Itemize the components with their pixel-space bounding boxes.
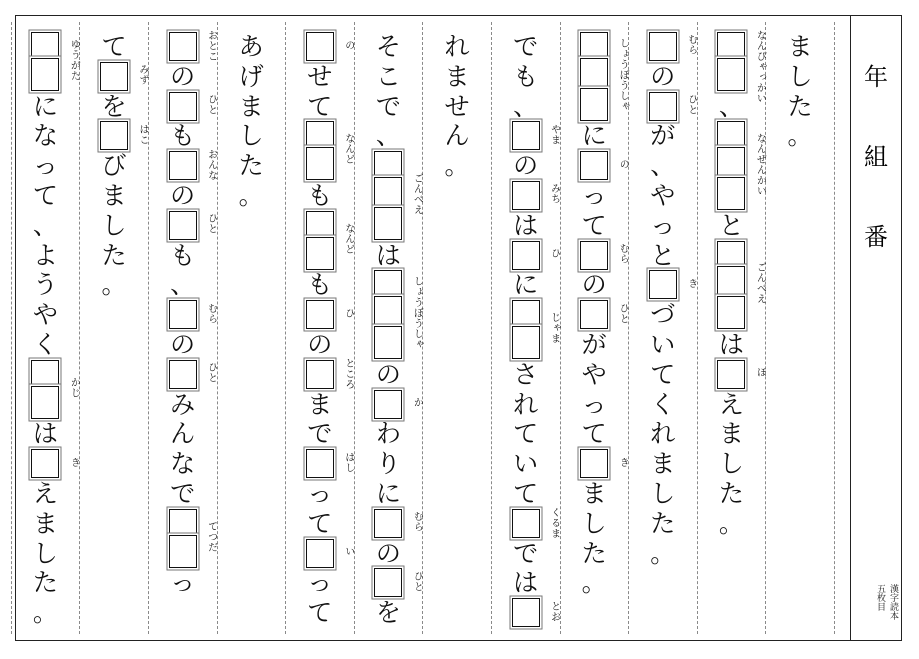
logo-line-1: 漢字読本 (888, 584, 898, 620)
kanji-answer-box[interactable] (371, 388, 405, 421)
furigana-hint: ひ (342, 307, 354, 319)
kanji-answer-box[interactable] (166, 537, 200, 570)
kana-char: た (787, 91, 813, 121)
logo-line-2: 五枚目 (875, 584, 885, 611)
kana-char: ま (650, 449, 676, 479)
kana-char: ま (444, 61, 470, 91)
kana-char: は (513, 568, 539, 598)
kana-char: っ (581, 181, 607, 210)
kana-char: の (375, 538, 401, 568)
kana-char: し (581, 508, 607, 538)
kana-char: ん (170, 419, 196, 449)
kana-char: 。 (718, 508, 744, 538)
column-separator (697, 22, 698, 634)
kana-char: て (307, 598, 333, 628)
kanji-answer-box[interactable] (28, 447, 62, 480)
kana-char: し (787, 61, 813, 91)
furigana-hint: なんど (342, 222, 354, 255)
furigana-hint: むら (617, 243, 629, 264)
kana-char: え (718, 389, 744, 419)
kanji-answer-box[interactable] (509, 239, 543, 272)
kanji-answer-box[interactable] (303, 537, 337, 570)
kana-char: 、 (513, 91, 539, 121)
header-divider (850, 15, 851, 641)
kana-char: て (101, 32, 127, 61)
furigana-hint: ひ (548, 248, 560, 259)
furigana-hint: ひと (685, 94, 697, 115)
kana-char: し (650, 479, 676, 508)
kana-char: は (513, 210, 539, 240)
kana-char: ま (307, 389, 333, 419)
kana-char: 、 (32, 210, 58, 240)
kana-char: た (32, 568, 58, 598)
furigana-hint: かじ (68, 377, 80, 399)
column-separator (560, 22, 561, 634)
furigana-hint: おとこ (205, 30, 217, 62)
kana-char: 、 (375, 121, 401, 151)
kanji-answer-box[interactable] (577, 447, 611, 480)
kana-char: っ (650, 210, 676, 240)
column-separator (834, 22, 835, 634)
furigana-hint: なんぜんかい (754, 132, 766, 196)
kana-char: っ (307, 568, 333, 598)
kanji-answer-box[interactable] (577, 90, 611, 123)
furigana-hint: き (617, 456, 629, 468)
kana-char: に (513, 270, 539, 300)
kanji-answer-box[interactable] (646, 90, 680, 123)
kana-char: げ (238, 61, 264, 91)
kana-char: 。 (581, 568, 607, 598)
kana-char: ま (101, 181, 127, 210)
kana-char: を (375, 598, 401, 628)
kana-char: れ (444, 32, 470, 61)
kana-char: で (513, 32, 539, 61)
kana-char: て (307, 508, 333, 538)
kana-char: が (650, 121, 676, 151)
kana-char: て (32, 181, 58, 210)
kana-char: づ (650, 300, 676, 330)
kana-char: の (170, 330, 196, 359)
furigana-hint: い (342, 546, 354, 557)
kanji-answer-box[interactable] (577, 298, 611, 331)
kana-char: が (581, 330, 607, 359)
kanji-answer-box[interactable] (509, 179, 543, 212)
kanji-answer-box[interactable] (714, 60, 748, 93)
kana-char: い (650, 330, 676, 359)
kanji-answer-box[interactable] (166, 358, 200, 391)
kana-char: し (238, 121, 264, 151)
kana-char: し (101, 210, 127, 240)
kana-char: は (718, 330, 744, 359)
kanji-answer-box[interactable] (509, 507, 543, 540)
kana-char: っ (581, 389, 607, 419)
furigana-hint: むら (411, 511, 423, 533)
furigana-hint: の (617, 158, 629, 170)
kana-char: っ (307, 479, 333, 508)
kana-char: さ (513, 359, 539, 389)
kana-char: に (581, 121, 607, 151)
furigana-hint: ひと (205, 362, 217, 384)
kana-char: や (32, 300, 58, 330)
kanji-answer-box[interactable] (166, 90, 200, 123)
kana-char: で (170, 479, 196, 508)
column-separator (354, 22, 355, 634)
kana-char: も (307, 181, 333, 210)
kana-char: て (650, 359, 676, 389)
kana-char: て (513, 419, 539, 449)
kana-char: た (650, 508, 676, 538)
kana-char: ま (718, 419, 744, 449)
furigana-hint: とお (548, 600, 560, 622)
kana-char: い (513, 449, 539, 479)
furigana-hint: しょうぼうしゃ (617, 37, 629, 112)
column-separator (628, 22, 629, 634)
kanji-answer-box[interactable] (714, 358, 748, 391)
column-separator (79, 22, 80, 634)
kana-char: 、 (170, 270, 196, 300)
kanji-answer-box[interactable] (303, 447, 337, 480)
kana-char: っ (32, 151, 58, 181)
kana-char: ま (787, 32, 813, 61)
kana-char: や (650, 181, 676, 210)
kana-char: 。 (444, 151, 470, 181)
kana-char: と (650, 240, 676, 270)
kana-char: や (581, 359, 607, 389)
kanji-answer-box[interactable] (714, 179, 748, 212)
furigana-hint: むら (685, 34, 697, 56)
kanji-answer-box[interactable] (371, 566, 405, 599)
kanji-answer-box[interactable] (371, 209, 405, 242)
column-separator (148, 22, 149, 634)
kanji-answer-box[interactable] (97, 119, 131, 152)
furigana-hint: みず (137, 64, 148, 86)
kana-char: に (32, 91, 58, 121)
kana-char: も (513, 61, 539, 91)
kana-char: の (170, 181, 196, 210)
kana-char: て (581, 210, 607, 240)
furigana-hint: の (342, 39, 354, 51)
kana-char: の (581, 270, 607, 300)
furigana-hint: ごんべえ (411, 172, 423, 215)
kana-char: は (32, 419, 58, 449)
furigana-hint: おんな (205, 149, 217, 181)
kana-char: の (513, 151, 539, 181)
furigana-hint: むら (205, 302, 217, 324)
kanji-answer-box[interactable] (28, 60, 62, 93)
kana-char: な (170, 449, 196, 479)
kana-char: こ (375, 61, 401, 91)
kana-char: も (170, 240, 196, 270)
kanji-answer-box[interactable] (166, 298, 200, 331)
kana-char: び (101, 151, 127, 181)
kana-char: て (581, 419, 607, 449)
kana-char: う (32, 270, 58, 300)
kanji-answer-box[interactable] (646, 268, 680, 301)
furigana-hint: はこ (137, 123, 148, 145)
kana-char: ん (444, 121, 470, 151)
kana-char: ま (238, 91, 264, 121)
kana-char: た (238, 151, 264, 181)
class-label: 組 (864, 143, 888, 171)
kana-char: ま (581, 479, 607, 508)
kana-char: み (170, 389, 196, 419)
kanji-answer-box[interactable] (714, 298, 748, 331)
kana-char: っ (170, 568, 196, 598)
furigana-hint: ひと (205, 94, 217, 115)
column-separator (422, 22, 423, 634)
kana-char: く (32, 330, 58, 359)
furigana-hint: やま (548, 123, 560, 145)
kana-char: り (375, 449, 401, 479)
kana-char: 、 (718, 91, 744, 121)
kana-char: え (32, 479, 58, 508)
kanji-answer-box[interactable] (577, 239, 611, 272)
kana-char: ま (32, 508, 58, 538)
column-separator (11, 22, 12, 634)
furigana-hint: はし (342, 451, 354, 473)
furigana-hint: き (68, 456, 80, 468)
kana-char: 、 (650, 151, 676, 181)
kana-char: た (581, 538, 607, 568)
furigana-hint: ひと (411, 570, 423, 592)
kana-char: て (307, 91, 333, 121)
kanji-answer-box[interactable] (509, 119, 543, 152)
kana-char: の (170, 61, 196, 91)
furigana-hint: き (685, 278, 697, 289)
kana-char: わ (375, 419, 401, 449)
kanji-answer-box[interactable] (577, 149, 611, 182)
year-label: 年 (864, 63, 888, 91)
kana-char: な (32, 121, 58, 151)
kanji-answer-box[interactable] (303, 298, 337, 331)
kana-char: れ (650, 419, 676, 449)
kana-char: 。 (787, 121, 813, 151)
kana-char: 。 (238, 181, 264, 210)
kanji-answer-box[interactable] (509, 328, 543, 361)
kana-char: し (32, 538, 58, 568)
kana-char: て (513, 479, 539, 508)
furigana-hint: ゆうがた (68, 38, 80, 81)
kana-char: は (375, 240, 401, 270)
kana-char: た (718, 479, 744, 508)
column-separator (285, 22, 286, 634)
furigana-hint: ごんべえ (754, 262, 766, 305)
kanji-answer-box[interactable] (646, 30, 680, 63)
furigana-hint: なんぴゃっかい (754, 30, 766, 104)
kanji-answer-box[interactable] (97, 60, 131, 93)
kana-char: 。 (32, 598, 58, 628)
furigana-hint: ところ (342, 357, 354, 390)
kana-char: く (650, 389, 676, 419)
furigana-hint: てつだ (205, 520, 217, 553)
kana-char: も (170, 121, 196, 151)
kana-char: で (513, 538, 539, 568)
kanji-answer-box[interactable] (166, 30, 200, 63)
kana-char: よ (32, 240, 58, 270)
furigana-hint: しょうぼうしゃ (411, 276, 423, 350)
kana-char: を (101, 91, 127, 121)
kanji-answer-box[interactable] (303, 358, 337, 391)
kana-char: 。 (650, 538, 676, 568)
kanji-answer-box[interactable] (303, 239, 337, 272)
kana-char: で (375, 91, 401, 121)
kana-char: に (375, 479, 401, 508)
kanji-answer-box[interactable] (303, 30, 337, 63)
column-separator (765, 22, 766, 634)
kana-char: の (375, 359, 401, 389)
kana-char: せ (307, 61, 333, 91)
kanji-answer-box[interactable] (166, 149, 200, 182)
kana-char: た (101, 240, 127, 270)
kanji-answer-box[interactable] (303, 149, 337, 182)
kana-char: で (307, 419, 333, 449)
furigana-hint: なんど (342, 133, 354, 165)
kanji-answer-box[interactable] (371, 507, 405, 540)
kana-char: の (650, 61, 676, 91)
publisher-logo (868, 584, 900, 624)
kana-char: 。 (101, 270, 127, 300)
furigana-hint: か (411, 397, 423, 408)
kana-char: の (307, 330, 333, 359)
furigana-hint: ひと (205, 213, 217, 235)
kana-char: も (307, 270, 333, 300)
kanji-answer-box[interactable] (166, 209, 200, 242)
furigana-hint: くるま (548, 506, 560, 539)
number-label: 番 (864, 223, 888, 251)
furigana-hint: ほ (754, 367, 766, 378)
kana-char: し (718, 449, 744, 479)
kanji-answer-box[interactable] (28, 388, 62, 421)
furigana-hint: じゃま (548, 312, 560, 344)
kanji-answer-box[interactable] (509, 596, 543, 629)
kana-char: せ (444, 91, 470, 121)
kana-char: そ (375, 32, 401, 61)
column-separator (491, 22, 492, 634)
kana-char: れ (513, 389, 539, 419)
kanji-answer-box[interactable] (371, 328, 405, 361)
kana-char: あ (238, 32, 264, 61)
furigana-hint: ひと (617, 302, 629, 324)
kana-char: と (718, 210, 744, 240)
furigana-hint: みち (548, 183, 560, 205)
